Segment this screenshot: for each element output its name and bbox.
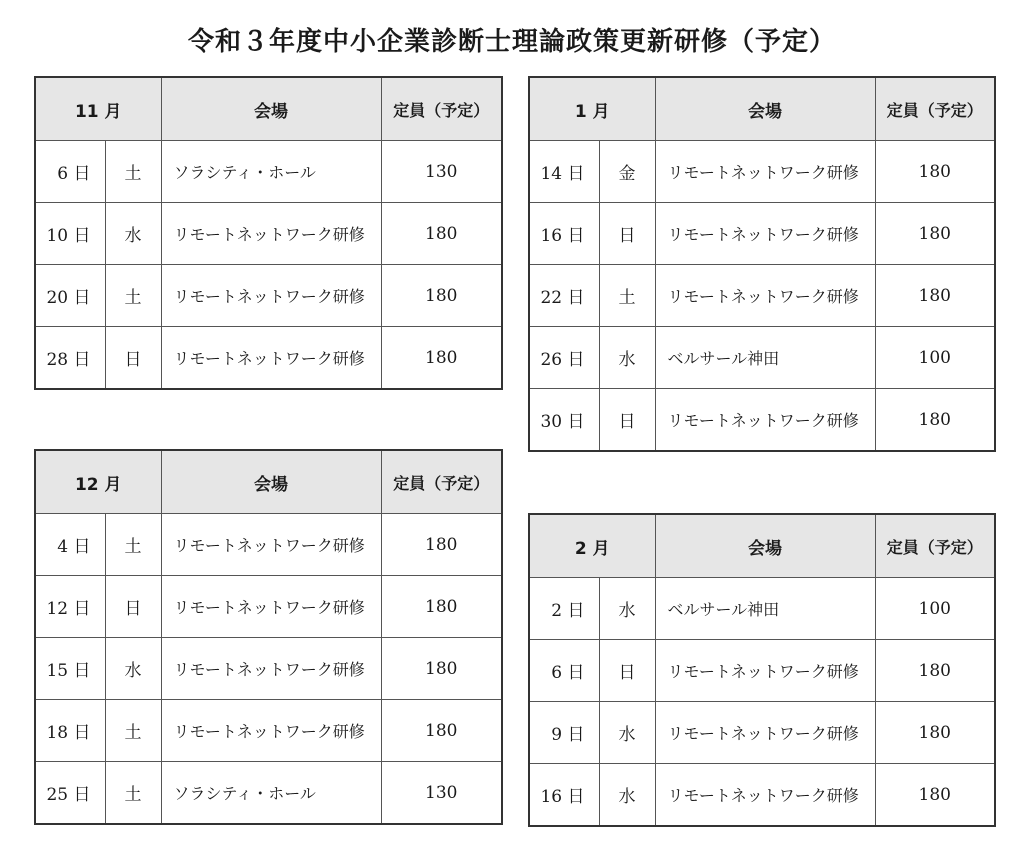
table-row	[529, 265, 995, 327]
month-header: 12 月	[35, 450, 161, 514]
venue-cell: リモートネットワーク研修	[655, 265, 875, 327]
capacity-cell: 180	[875, 265, 995, 327]
day-cell: 6 日	[35, 141, 105, 203]
capacity-cell: 100	[875, 578, 995, 640]
day-cell: 28 日	[35, 327, 105, 390]
weekday-cell: 水	[599, 578, 655, 640]
table-header-row	[529, 77, 995, 141]
capacity-cell: 180	[875, 389, 995, 452]
capacity-cell: 130	[381, 762, 502, 825]
capacity-header: 定員（予定）	[875, 77, 995, 141]
capacity-cell: 180	[381, 203, 502, 265]
table-row	[529, 203, 995, 265]
venue-cell: リモートネットワーク研修	[655, 764, 875, 827]
weekday-cell: 土	[599, 265, 655, 327]
day-cell: 16 日	[529, 764, 599, 827]
capacity-cell: 180	[875, 702, 995, 764]
weekday-cell: 金	[599, 141, 655, 203]
table-row	[529, 640, 995, 702]
table-row	[35, 762, 502, 825]
venue-cell: リモートネットワーク研修	[655, 640, 875, 702]
venue-cell: リモートネットワーク研修	[161, 700, 381, 762]
day-cell: 15 日	[35, 638, 105, 700]
capacity-cell: 130	[381, 141, 502, 203]
capacity-header: 定員（予定）	[381, 77, 502, 141]
venue-cell: リモートネットワーク研修	[655, 141, 875, 203]
day-cell: 10 日	[35, 203, 105, 265]
venue-header: 会場	[161, 77, 381, 141]
venue-cell: ソラシティ・ホール	[161, 762, 381, 825]
table-row	[35, 576, 502, 638]
day-cell: 2 日	[529, 578, 599, 640]
table-row	[529, 327, 995, 389]
venue-cell: リモートネットワーク研修	[161, 203, 381, 265]
weekday-cell: 日	[105, 327, 161, 390]
schedule-table-november	[34, 76, 503, 390]
day-cell: 9 日	[529, 702, 599, 764]
table-row	[529, 141, 995, 203]
weekday-cell: 土	[105, 762, 161, 825]
capacity-cell: 180	[381, 576, 502, 638]
weekday-cell: 日	[105, 576, 161, 638]
venue-cell: ベルサール神田	[655, 578, 875, 640]
table-row	[35, 638, 502, 700]
venue-cell: リモートネットワーク研修	[161, 638, 381, 700]
table-row	[35, 265, 502, 327]
capacity-cell: 180	[381, 265, 502, 327]
month-header: 11 月	[35, 77, 161, 141]
month-header: 2 月	[529, 514, 655, 578]
day-cell: 6 日	[529, 640, 599, 702]
capacity-cell: 180	[875, 141, 995, 203]
weekday-cell: 土	[105, 141, 161, 203]
schedule-table-february	[528, 513, 996, 827]
table-row	[35, 327, 502, 390]
venue-cell: ベルサール神田	[655, 327, 875, 389]
schedule-table-january	[528, 76, 996, 452]
venue-header: 会場	[655, 514, 875, 578]
schedule-table-december	[34, 449, 503, 825]
capacity-cell: 180	[381, 700, 502, 762]
capacity-header: 定員（予定）	[381, 450, 502, 514]
capacity-cell: 180	[381, 514, 502, 576]
weekday-cell: 水	[105, 203, 161, 265]
table-header-row	[529, 514, 995, 578]
table-header-row	[35, 450, 502, 514]
weekday-cell: 水	[599, 327, 655, 389]
page-title: 令和３年度中小企業診断士理論政策更新研修（予定）	[187, 27, 836, 57]
weekday-cell: 水	[599, 764, 655, 827]
table-row	[529, 578, 995, 640]
day-cell: 18 日	[35, 700, 105, 762]
weekday-cell: 土	[105, 514, 161, 576]
capacity-header: 定員（予定）	[875, 514, 995, 578]
table-row	[529, 764, 995, 827]
capacity-cell: 180	[875, 203, 995, 265]
day-cell: 22 日	[529, 265, 599, 327]
capacity-cell: 180	[875, 764, 995, 827]
table-row	[529, 702, 995, 764]
day-cell: 12 日	[35, 576, 105, 638]
weekday-cell: 水	[599, 702, 655, 764]
venue-cell: リモートネットワーク研修	[161, 576, 381, 638]
venue-cell: ソラシティ・ホール	[161, 141, 381, 203]
weekday-cell: 土	[105, 700, 161, 762]
table-row	[35, 700, 502, 762]
day-cell: 4 日	[35, 514, 105, 576]
day-cell: 20 日	[35, 265, 105, 327]
table-row	[35, 203, 502, 265]
venue-cell: リモートネットワーク研修	[655, 702, 875, 764]
weekday-cell: 土	[105, 265, 161, 327]
day-cell: 30 日	[529, 389, 599, 452]
month-header: 1 月	[529, 77, 655, 141]
weekday-cell: 水	[105, 638, 161, 700]
venue-cell: リモートネットワーク研修	[161, 265, 381, 327]
venue-header: 会場	[655, 77, 875, 141]
capacity-cell: 100	[875, 327, 995, 389]
table-row	[35, 141, 502, 203]
day-cell: 14 日	[529, 141, 599, 203]
venue-cell: リモートネットワーク研修	[161, 514, 381, 576]
weekday-cell: 日	[599, 640, 655, 702]
venue-cell: リモートネットワーク研修	[161, 327, 381, 390]
table-row	[529, 389, 995, 452]
day-cell: 16 日	[529, 203, 599, 265]
venue-cell: リモートネットワーク研修	[655, 389, 875, 452]
capacity-cell: 180	[381, 638, 502, 700]
weekday-cell: 日	[599, 203, 655, 265]
table-header-row	[35, 77, 502, 141]
day-cell: 25 日	[35, 762, 105, 825]
day-cell: 26 日	[529, 327, 599, 389]
venue-header: 会場	[161, 450, 381, 514]
venue-cell: リモートネットワーク研修	[655, 203, 875, 265]
weekday-cell: 日	[599, 389, 655, 452]
capacity-cell: 180	[381, 327, 502, 390]
capacity-cell: 180	[875, 640, 995, 702]
table-row	[35, 514, 502, 576]
